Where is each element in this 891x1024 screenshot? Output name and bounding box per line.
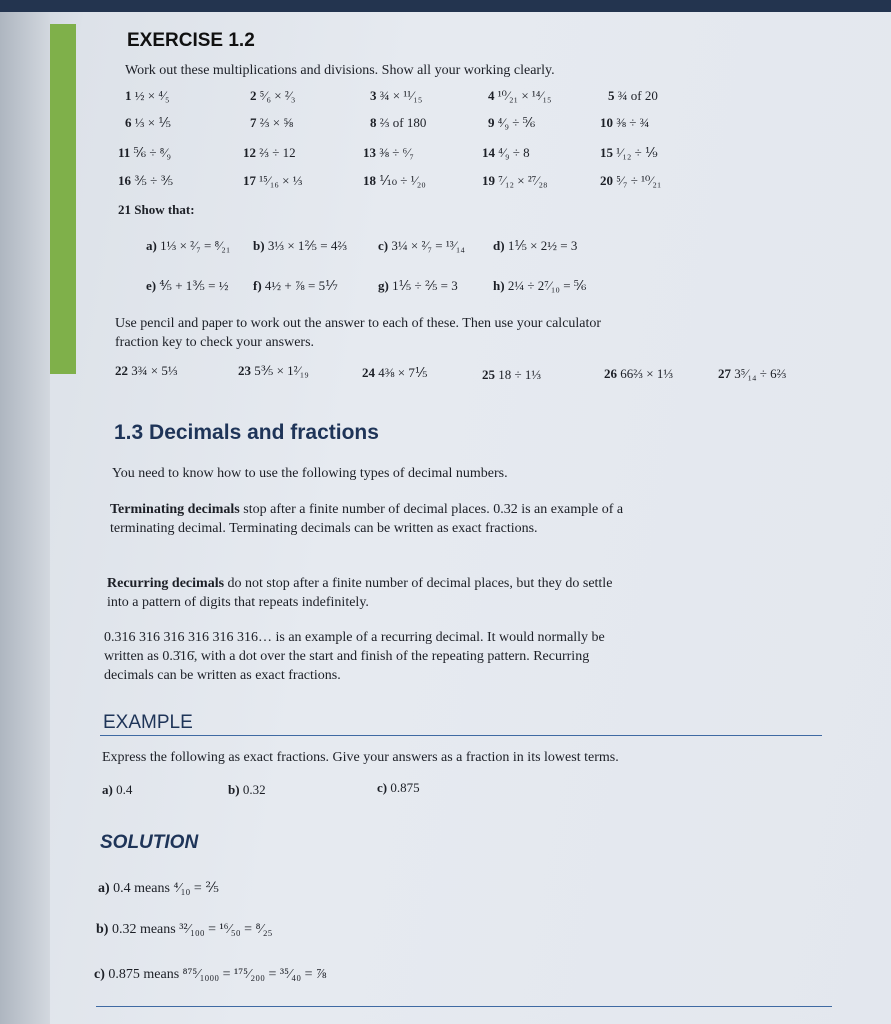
section-intro: You need to know how to use the following types of decimal numbers. bbox=[112, 466, 508, 481]
solution-heading: SOLUTION bbox=[100, 832, 199, 853]
show-that-item: g) 1⅕ ÷ ⅖ = 3 bbox=[378, 278, 458, 293]
question: 2 ⁵⁄₆ × ²⁄₃ bbox=[250, 88, 296, 103]
question: 11 ⅚ ÷ ⁸⁄₉ bbox=[118, 145, 172, 160]
show-that-item: d) 1⅕ × 2½ = 3 bbox=[493, 238, 578, 253]
question: 19 ⁷⁄₁₂ × ²⁷⁄₂₈ bbox=[482, 173, 548, 188]
question: 15 ¹⁄₁₂ ÷ ⅑ bbox=[600, 145, 658, 160]
question: 17 ¹⁵⁄₁₆ × ⅓ bbox=[243, 173, 303, 188]
question: 4 ¹⁰⁄₂₁ × ¹⁴⁄₁₅ bbox=[488, 88, 552, 103]
show-that-item: c) 3¼ × ²⁄₇ = ¹³⁄₁₄ bbox=[378, 238, 465, 253]
question: 12 ⅔ ÷ 12 bbox=[243, 145, 296, 160]
example-part: b) 0.32 bbox=[228, 782, 266, 797]
example-rule bbox=[100, 735, 822, 736]
question: 20 ⁵⁄₇ ÷ ¹⁰⁄₂₁ bbox=[600, 173, 662, 188]
term-keyword: Recurring decimals bbox=[107, 576, 225, 591]
example-heading: EXAMPLE bbox=[103, 712, 193, 733]
question: 16 ⅗ ÷ ⅗ bbox=[118, 173, 174, 188]
question: 25 18 ÷ 1⅓ bbox=[482, 367, 542, 382]
question: 18 ⅒ ÷ ¹⁄₂₀ bbox=[363, 173, 426, 188]
question: 27 3⁵⁄₁₄ ÷ 6⅔ bbox=[718, 366, 787, 381]
question: 1 ½ × ⁴⁄₅ bbox=[125, 88, 170, 103]
recurring-example-paragraph: 0.316 316 316 316 316 316… is an example of a recurring decimal. It would normally be written as 0.3̇16̇, with a dot over the start and finish of the repeating pattern. Recurring decimals can be written as exact fractions. bbox=[104, 630, 605, 683]
show-that-item: h) 2¼ ÷ 2⁷⁄₁₀ = ⅚ bbox=[493, 278, 587, 293]
exercise-intro: Work out these multiplications and divisions. Show all your working clearly. bbox=[125, 63, 555, 78]
question: 13 ⅜ ÷ ⁶⁄₇ bbox=[363, 145, 414, 160]
question: 9 ⁴⁄₉ ÷ ⅚ bbox=[488, 115, 536, 130]
solution-rule bbox=[96, 1006, 832, 1007]
recurring-decimals-paragraph: Recurring decimals do not stop after a finite number of decimal places, but they do settle into a pattern of digits that repeats indefinitely. bbox=[107, 576, 613, 610]
question-21: 21 Show that: bbox=[118, 202, 195, 217]
question: 6 ⅓ × ⅕ bbox=[125, 115, 171, 130]
question: 26 66⅔ × 1⅓ bbox=[604, 366, 674, 381]
solution-line: b) 0.32 means ³²⁄₁₀₀ = ¹⁶⁄₅₀ = ⁸⁄₂₅ bbox=[96, 922, 273, 937]
green-margin-tab bbox=[50, 24, 76, 374]
question: 5 ¾ of 20 bbox=[608, 88, 658, 103]
question: 3 ¾ × ¹¹⁄₁₅ bbox=[370, 88, 423, 103]
question: 23 5⅗ × 1²⁄₁₉ bbox=[238, 363, 309, 378]
show-that-item: a) 1⅓ × ²⁄₇ = ⁸⁄₂₁ bbox=[146, 238, 231, 253]
question: 14 ⁴⁄₉ ÷ 8 bbox=[482, 145, 530, 160]
question: 24 4⅜ × 7⅕ bbox=[362, 365, 428, 380]
solution-line: a) 0.4 means ⁴⁄₁₀ = ⅖ bbox=[98, 881, 219, 896]
example-text: Express the following as exact fractions. Give your answers as a fraction in its lowest terms. bbox=[102, 750, 619, 765]
solution-line: c) 0.875 means ⁸⁷⁵⁄₁₀₀₀ = ¹⁷⁵⁄₂₀₀ = ³⁵⁄₄₀ = ⅞ bbox=[94, 967, 327, 982]
exercise-title: EXERCISE 1.2 bbox=[127, 30, 255, 51]
example-part: c) 0.875 bbox=[377, 780, 420, 795]
question: 8 ⅔ of 180 bbox=[370, 115, 427, 130]
show-that-item: b) 3⅓ × 1⅖ = 4⅔ bbox=[253, 238, 348, 253]
show-that-item: e) ⅘ + 1⅗ = ½ bbox=[146, 278, 229, 293]
question: 22 3¾ × 5⅓ bbox=[115, 363, 178, 378]
question: 7 ⅔ × ⅝ bbox=[250, 115, 294, 130]
page-spine bbox=[0, 12, 50, 1024]
calculator-instructions: Use pencil and paper to work out the answer to each of these. Then use your calculator fraction key to check your answers. bbox=[115, 316, 602, 350]
section-title: 1.3 Decimals and fractions bbox=[114, 421, 379, 444]
show-that-item: f) 4½ + ⅞ = 5⅐ bbox=[253, 278, 338, 293]
term-keyword: Terminating decimals bbox=[110, 502, 240, 517]
terminating-decimals-paragraph: Terminating decimals stop after a finite number of decimal places. 0.32 is an example of a terminating decimal. Terminating decimals can be written as exact fractions. bbox=[110, 502, 624, 536]
question: 10 ⅜ ÷ ¾ bbox=[600, 115, 650, 130]
example-part: a) 0.4 bbox=[102, 782, 133, 797]
